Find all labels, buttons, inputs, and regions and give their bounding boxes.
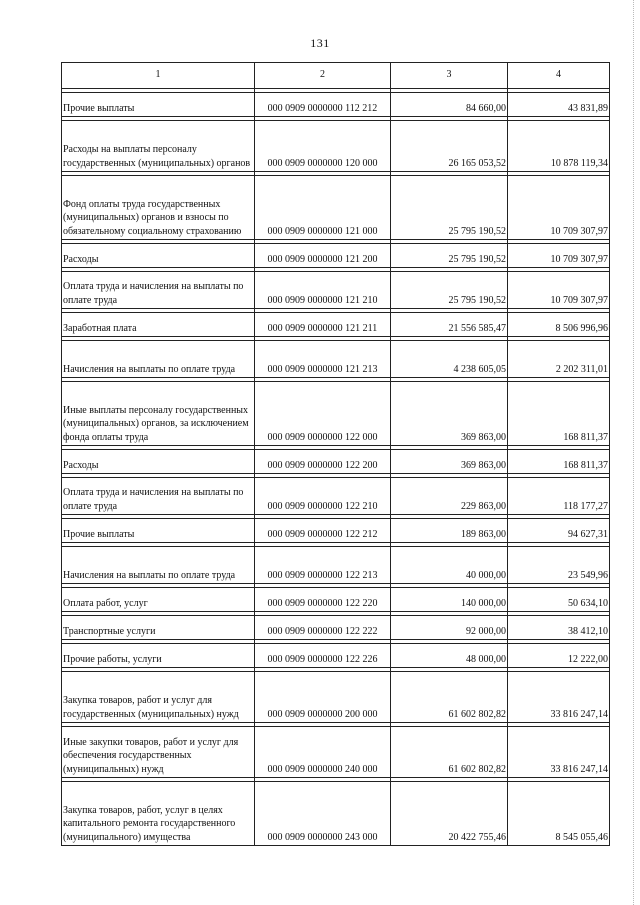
header-col-3: 3: [391, 63, 508, 89]
row-name-cell: Начисления на выплаты по оплате труда: [62, 547, 255, 584]
row-value-col3-cell: 25 795 190,52: [391, 176, 508, 240]
row-code-cell: 000 0909 0000000 240 000: [255, 727, 391, 778]
row-value-col4-cell: 12 222,00: [508, 644, 610, 668]
table-row: [62, 478, 610, 515]
header-col-2: 2: [255, 63, 391, 89]
table-row: [62, 272, 610, 309]
row-name-cell: Оплата труда и начисления на выплаты по оплате труда: [62, 478, 255, 515]
row-code-cell: 000 0909 0000000 122 200: [255, 450, 391, 474]
row-value-col3-cell: 21 556 585,47: [391, 313, 508, 337]
row-value-col4-cell: 94 627,31: [508, 519, 610, 543]
table-row: [62, 644, 610, 668]
table-row: [62, 782, 610, 846]
row-value-col3-cell: 189 863,00: [391, 519, 508, 543]
row-value-col3-cell: 92 000,00: [391, 616, 508, 640]
row-value-col4-cell: 43 831,89: [508, 93, 610, 117]
row-name-cell: Оплата труда и начисления на выплаты по оплате труда: [62, 272, 255, 309]
row-name-cell: Иные выплаты персоналу государственных (муниципальных) органов, за исключением фонда оплаты труда: [62, 382, 255, 446]
row-value-col4-cell: 10 709 307,97: [508, 272, 610, 309]
row-code-cell: 000 0909 0000000 122 226: [255, 644, 391, 668]
page-number: 131: [310, 36, 330, 50]
row-value-col4-cell: 38 412,10: [508, 616, 610, 640]
row-value-col3-cell: 369 863,00: [391, 382, 508, 446]
row-name-cell: Прочие работы, услуги: [62, 644, 255, 668]
row-name-cell: Прочие выплаты: [62, 519, 255, 543]
row-value-col3-cell: 229 863,00: [391, 478, 508, 515]
row-name-cell: Прочие выплаты: [62, 93, 255, 117]
row-value-col3-cell: 40 000,00: [391, 547, 508, 584]
row-code-cell: 000 0909 0000000 122 210: [255, 478, 391, 515]
row-value-col3-cell: 369 863,00: [391, 450, 508, 474]
row-value-col4-cell: 50 634,10: [508, 588, 610, 612]
row-name-cell: Расходы на выплаты персоналу государственных (муниципальных) органов: [62, 121, 255, 172]
row-value-col3-cell: 25 795 190,52: [391, 272, 508, 309]
table-row: [62, 382, 610, 446]
row-code-cell: 000 0909 0000000 122 000: [255, 382, 391, 446]
row-code-cell: 000 0909 0000000 121 211: [255, 313, 391, 337]
row-value-col3-cell: 61 602 802,82: [391, 727, 508, 778]
row-value-col3-cell: 48 000,00: [391, 644, 508, 668]
row-code-cell: 000 0909 0000000 112 212: [255, 93, 391, 117]
row-code-cell: 000 0909 0000000 122 213: [255, 547, 391, 584]
table-row: [62, 176, 610, 240]
row-value-col4-cell: 168 811,37: [508, 450, 610, 474]
row-name-cell: Закупка товаров, работ, услуг в целях капитального ремонта государственного (муниципального) имущества: [62, 782, 255, 846]
row-code-cell: 000 0909 0000000 122 212: [255, 519, 391, 543]
row-value-col4-cell: 33 816 247,14: [508, 672, 610, 723]
row-code-cell: 000 0909 0000000 122 222: [255, 616, 391, 640]
row-code-cell: 000 0909 0000000 122 220: [255, 588, 391, 612]
row-value-col4-cell: 23 549,96: [508, 547, 610, 584]
row-code-cell: 000 0909 0000000 121 000: [255, 176, 391, 240]
row-code-cell: 000 0909 0000000 121 200: [255, 244, 391, 268]
row-value-col3-cell: 20 422 755,46: [391, 782, 508, 846]
row-value-col4-cell: 10 878 119,34: [508, 121, 610, 172]
row-name-cell: Расходы: [62, 450, 255, 474]
scan-edge-line: [632, 0, 634, 905]
table-row: [62, 519, 610, 543]
table-row: [62, 727, 610, 778]
row-name-cell: Начисления на выплаты по оплате труда: [62, 341, 255, 378]
header-col-4: 4: [508, 63, 610, 89]
row-value-col4-cell: 10 709 307,97: [508, 176, 610, 240]
row-value-col3-cell: 84 660,00: [391, 93, 508, 117]
row-code-cell: 000 0909 0000000 243 000: [255, 782, 391, 846]
row-name-cell: Фонд оплаты труда государственных (муниципальных) органов и взносы по обязательному социальному страхованию: [62, 176, 255, 240]
row-value-col4-cell: 118 177,27: [508, 478, 610, 515]
table-row: [62, 313, 610, 337]
row-code-cell: 000 0909 0000000 121 213: [255, 341, 391, 378]
row-value-col3-cell: 61 602 802,82: [391, 672, 508, 723]
row-code-cell: 000 0909 0000000 121 210: [255, 272, 391, 309]
row-name-cell: Заработная плата: [62, 313, 255, 337]
table-row: [62, 450, 610, 474]
table-row: [62, 121, 610, 172]
row-name-cell: Расходы: [62, 244, 255, 268]
row-value-col3-cell: 140 000,00: [391, 588, 508, 612]
table-row: [62, 672, 610, 723]
table-row: [62, 616, 610, 640]
table-row: [62, 588, 610, 612]
table-row: [62, 341, 610, 378]
row-code-cell: 000 0909 0000000 200 000: [255, 672, 391, 723]
table-row: [62, 244, 610, 268]
table-row: [62, 93, 610, 117]
row-value-col3-cell: 25 795 190,52: [391, 244, 508, 268]
row-name-cell: Транспортные услуги: [62, 616, 255, 640]
row-value-col4-cell: 168 811,37: [508, 382, 610, 446]
row-value-col4-cell: 8 545 055,46: [508, 782, 610, 846]
table-row: [62, 547, 610, 584]
row-value-col4-cell: 10 709 307,97: [508, 244, 610, 268]
row-value-col4-cell: 8 506 996,96: [508, 313, 610, 337]
row-value-col4-cell: 2 202 311,01: [508, 341, 610, 378]
table-header-row: [62, 63, 610, 89]
table-body: [62, 89, 610, 846]
row-name-cell: Закупка товаров, работ и услуг для государственных (муниципальных) нужд: [62, 672, 255, 723]
row-value-col4-cell: 33 816 247,14: [508, 727, 610, 778]
row-value-col3-cell: 4 238 605,05: [391, 341, 508, 378]
row-code-cell: 000 0909 0000000 120 000: [255, 121, 391, 172]
header-col-1: 1: [62, 63, 255, 89]
row-value-col3-cell: 26 165 053,52: [391, 121, 508, 172]
budget-table: [61, 62, 610, 846]
row-name-cell: Оплата работ, услуг: [62, 588, 255, 612]
row-name-cell: Иные закупки товаров, работ и услуг для обеспечения государственных (муниципальных) нужд: [62, 727, 255, 778]
